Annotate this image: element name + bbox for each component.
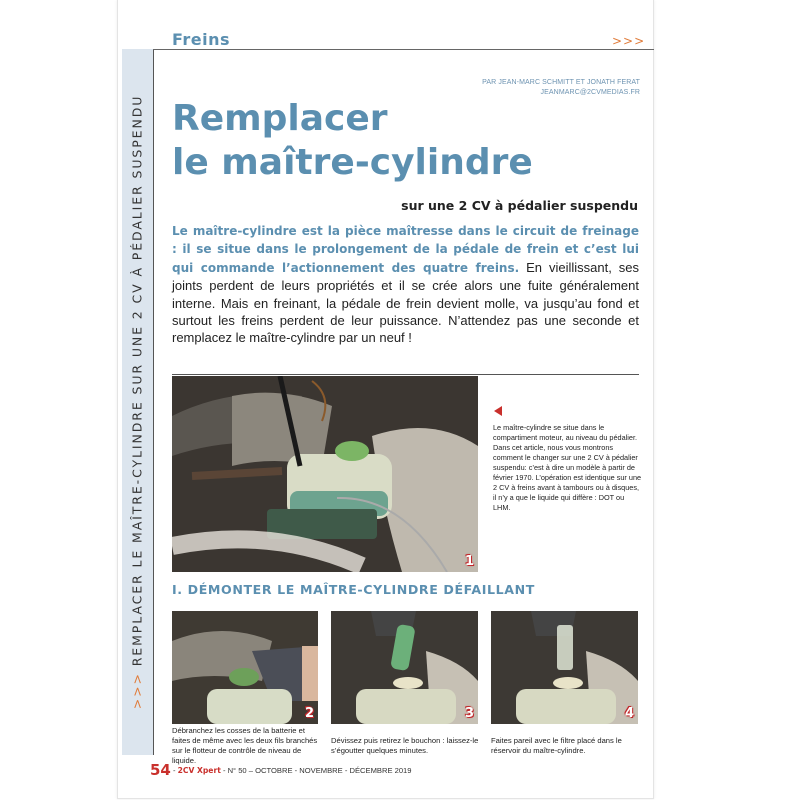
photo-3-illustration	[331, 611, 478, 724]
byline	[482, 78, 640, 97]
rubric-arrows: >>>	[612, 34, 646, 48]
page-footer	[150, 761, 412, 779]
title-line-2: le maître-cylindre	[172, 142, 533, 183]
photo-4-illustration	[491, 611, 638, 724]
issue-info: - N° 50 – OCTOBRE - NOVEMBRE - DÉCEMBRE 2019	[220, 766, 412, 775]
lead-body: En vieillissant, ses joints perdent de leurs propriétés et il se crée alors une fuite généralement interne. Mais en freinant, la pédale de frein devient molle, va jusqu’au fond et surtout les freins perdent de leur puissance. N’attendez pas une seconde et remplacez le maître-cylindre par un neuf !	[172, 259, 639, 346]
photo-2	[172, 611, 318, 724]
article-subtitle: sur une 2 CV à pédalier suspendu	[401, 198, 638, 213]
photo-rule	[172, 374, 639, 375]
footer-separator: -	[170, 766, 178, 775]
page-number: 54	[150, 761, 171, 779]
article-title	[172, 97, 533, 185]
lead-paragraph	[172, 222, 639, 372]
byline-email: JEANMARC@2CVMEDIAS.FR	[540, 88, 640, 96]
header-rule	[153, 49, 654, 50]
photo-4	[491, 611, 638, 724]
photo-2-illustration	[172, 611, 318, 724]
section-rubric: Freins	[172, 30, 231, 49]
sidebar-arrows: >>>	[129, 672, 145, 710]
section-heading: I. DÉMONTER LE MAÎTRE-CYLINDRE DÉFAILLANT	[172, 582, 535, 597]
photo-1-caption: Le maître-cylindre se situe dans le compartiment moteur, au niveau du pédalier. Dans cet article, nous vous montrons comment le changer sur une 2 CV à pédalier suspendu: c’est à dire un modèle à partir de février 1970. L’opération est identique sur une 2 CV à freins avant à tambours ou à disques, il n’y a que le liquide qui diffère : DOT ou LHM.	[493, 423, 642, 512]
caption-arrow-icon	[494, 406, 502, 416]
photo-number-2: 2	[304, 706, 314, 721]
byline-authors: PAR JEAN-MARC SCHMITT ET JONATH FERAT	[482, 79, 640, 86]
sidebar-text: REMPLACER LE MAÎTRE-CYLINDRE SUR UNE 2 CV À PÉDALIER SUSPENDU	[129, 94, 145, 667]
photo-number-1: 1	[464, 554, 474, 569]
photo-number-3: 3	[464, 706, 474, 721]
photo-1	[172, 376, 478, 572]
lead-highlight: Le maître-cylindre est la pièce maîtresse dans le circuit de freinage : il se situe dans le prolongement de la pédale de frein et c’est lui qui commande l’actionnement des quatre freins.	[172, 224, 639, 275]
engine-bay-illustration	[172, 376, 478, 572]
sidebar-running-title	[130, 95, 145, 710]
photo-3-caption: Dévissez puis retirez le bouchon : laissez-le s’égoutter quelques minutes.	[331, 736, 479, 755]
title-line-1: Remplacer	[172, 98, 388, 139]
photo-2-caption: Débranchez les cosses de la batterie et faites de même avec les deux fils branchés sur le flotteur de contrôle de niveau de liquide.	[172, 726, 318, 765]
magazine-name: 2CV Xpert	[177, 766, 221, 775]
photo-3	[331, 611, 478, 724]
photo-4-caption: Faites pareil avec le filtre placé dans le réservoir du maître-cylindre.	[491, 736, 622, 755]
photo-number-4: 4	[624, 706, 634, 721]
